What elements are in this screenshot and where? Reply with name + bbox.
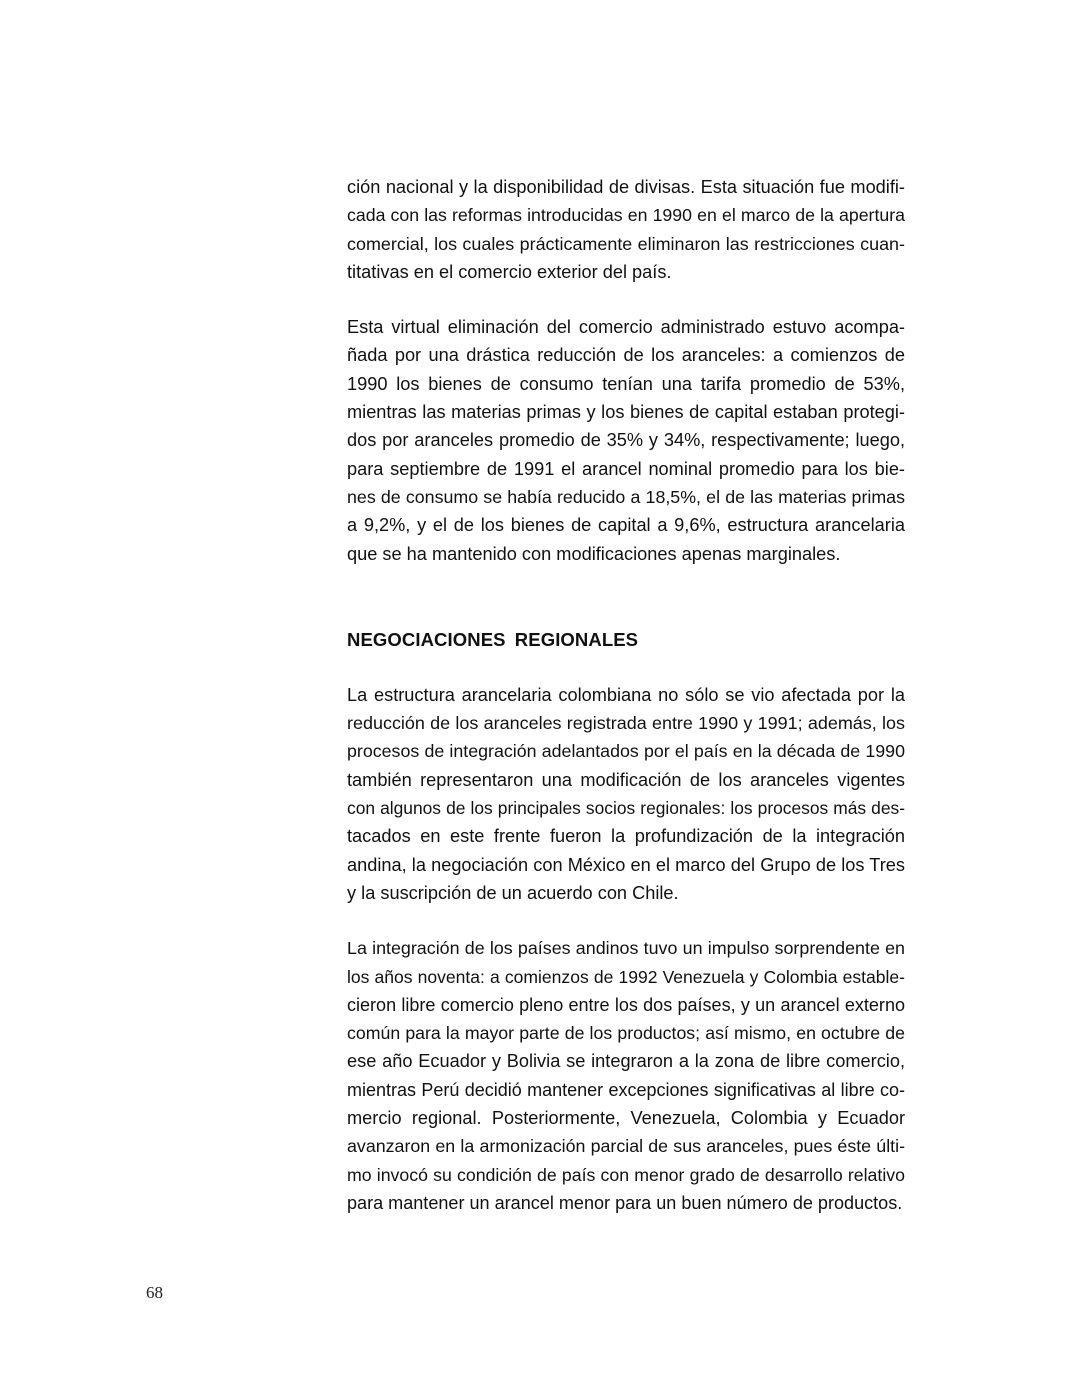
section-heading: NEGOCIACIONES REGIONALES <box>347 628 639 650</box>
text-line: ñada por una drástica reducción de los aranceles: a comienzos de <box>347 345 905 366</box>
text-line: mientras Perú decidió mantener excepciones significativas al libre co- <box>347 1079 905 1100</box>
text-line: 1990 los bienes de consumo tenían una tarifa promedio de 53%, <box>347 373 905 394</box>
page-number: 68 <box>146 1283 163 1302</box>
text-line: mercio regional. Posteriormente, Venezuela, Colombia y Ecuador <box>347 1108 905 1129</box>
text-line: andina, la negociación con México en el marco del Grupo de los Tres <box>347 854 905 875</box>
text-line: cada con las reformas introducidas en 1990 en el marco de la apertura <box>347 205 905 226</box>
text-line: mo invocó su condición de país con menor grado de desarrollo relativo <box>347 1164 905 1185</box>
text-line: con algunos de los principales socios regionales: los procesos más des- <box>347 798 905 819</box>
text-line: que se ha mantenido con modificaciones apenas marginales. <box>347 543 841 564</box>
text-line: comercial, los cuales prácticamente eliminaron las restricciones cuan- <box>347 233 905 254</box>
paragraph-tariff-reduction <box>347 313 905 568</box>
text-line: cieron libre comercio pleno entre los dos países, y un arancel externo <box>347 994 905 1015</box>
paragraph-regional-integration <box>347 681 905 907</box>
text-line: mientras las materias primas y los bienes de capital estaban protegi- <box>347 402 905 423</box>
paragraph-andean-integration <box>347 934 905 1217</box>
text-line: para septiembre de 1991 el arancel nominal promedio para los bie- <box>347 458 905 479</box>
text-line: para mantener un arancel menor para un buen número de productos. <box>347 1192 903 1213</box>
body-text-column <box>347 173 905 1217</box>
text-line: nes de consumo se había reducido a 18,5%, el de las materias primas <box>347 486 905 507</box>
text-line: ción nacional y la disponibilidad de divisas. Esta situación fue modifi- <box>347 177 905 197</box>
text-line: común para la mayor parte de los productos; así mismo, en octubre de <box>347 1023 905 1044</box>
text-line: tacados en este frente fueron la profundización de la integración <box>347 826 905 847</box>
text-line: La integración de los países andinos tuvo un impulso sorprendente en <box>347 938 905 959</box>
text-line: titativas en el comercio exterior del país. <box>347 261 672 282</box>
text-line: La estructura arancelaria colombiana no sólo se vio afectada por la <box>347 684 905 705</box>
paragraph-tariff-reforms-1990 <box>347 173 905 286</box>
text-line: a 9,2%, y el de los bienes de capital a 9,6%, estructura arancelaria <box>347 515 905 536</box>
text-line: avanzaron en la armonización parcial de sus aranceles, pues éste últi- <box>347 1136 905 1157</box>
text-line: dos por aranceles promedio de 35% y 34%, respectivamente; luego, <box>347 430 905 451</box>
text-line: los años noventa: a comienzos de 1992 Venezuela y Colombia estable- <box>347 966 905 987</box>
text-line: procesos de integración adelantados por el país en la década de 1990 <box>347 741 905 762</box>
text-line: y la suscripción de un acuerdo con Chile. <box>347 882 679 903</box>
text-line: Esta virtual eliminación del comercio administrado estuvo acompa- <box>347 317 905 338</box>
text-line: reducción de los aranceles registrada entre 1990 y 1991; además, los <box>347 713 905 734</box>
text-line: también representaron una modificación de los aranceles vigentes <box>347 769 905 790</box>
text-line: ese año Ecuador y Bolivia se integraron a la zona de libre comercio, <box>347 1051 905 1072</box>
